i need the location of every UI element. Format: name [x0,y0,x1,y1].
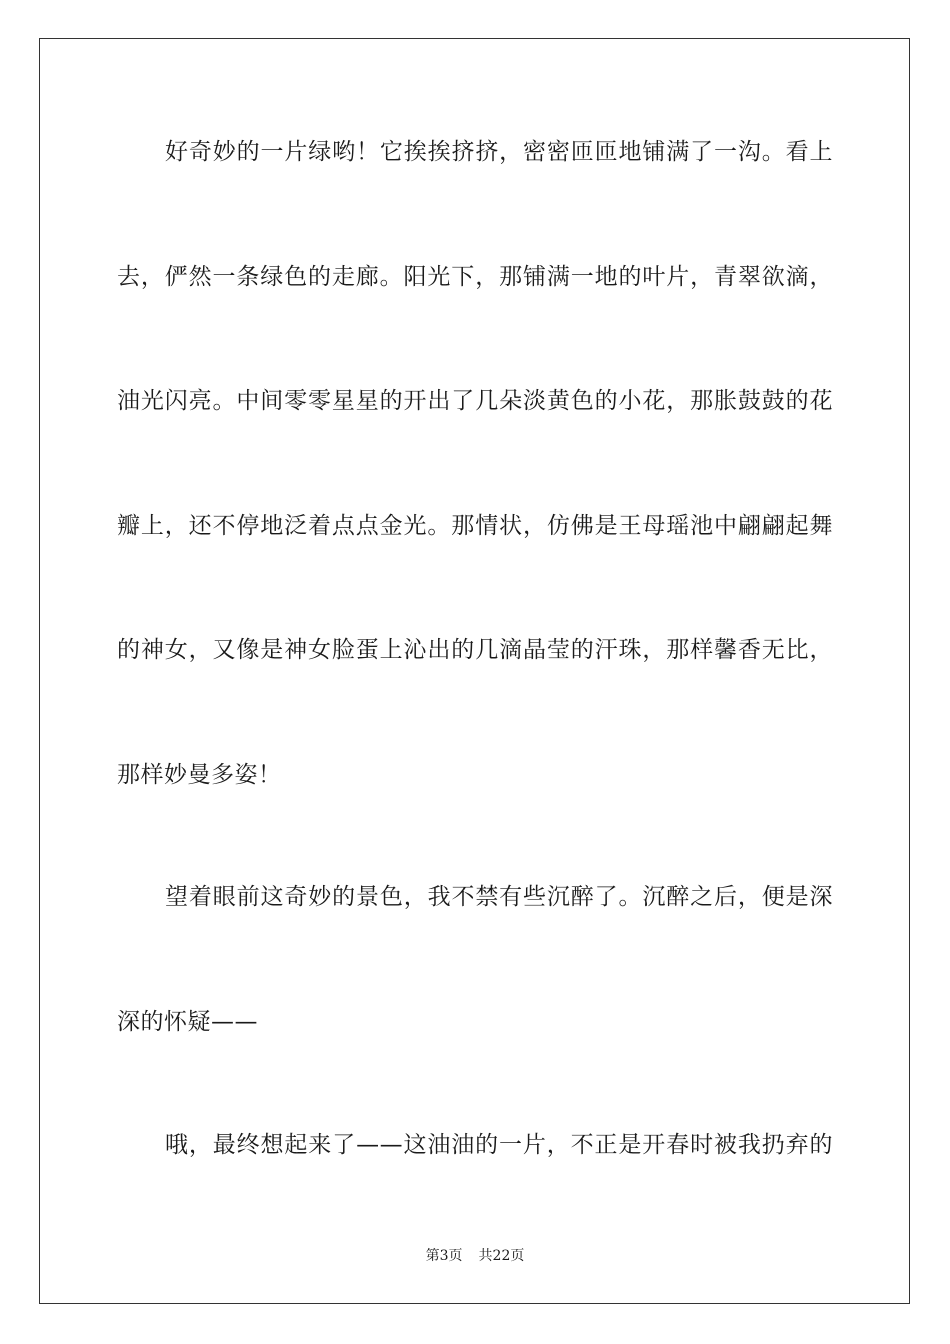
paragraph-1-line-1: 好奇妙的一片绿哟！它挨挨挤挤，密密匝匝地铺满了一沟。看上 [165,139,833,165]
paragraph-3-line-1: 哦，最终想起来了——这油油的一片，不正是开春时被我扔弃的 [165,1132,833,1158]
page-border [39,38,910,1304]
paragraph-1-line-6: 那样妙曼多姿！ [117,762,282,788]
paragraph-1-line-3: 油光闪亮。中间零零星星的开出了几朵淡黄色的小花，那胀鼓鼓的花 [117,388,833,414]
page-total: 共22页 [478,1248,525,1264]
paragraph-2-line-1: 望着眼前这奇妙的景色，我不禁有些沉醉了。沉醉之后，便是深 [165,884,833,910]
paragraph-1-line-2: 去，俨然一条绿色的走廊。阳光下，那铺满一地的叶片，青翠欲滴， [117,264,833,290]
paragraph-1-line-5: 的神女，又像是神女脸蛋上沁出的几滴晶莹的汗珠，那样馨香无比， [117,637,833,663]
page-number: 第3页 [425,1248,463,1264]
paragraph-1-line-4: 瓣上，还不停地泛着点点金光。那情状，仿佛是王母瑶池中翩翩起舞 [117,513,833,539]
paragraph-2-line-2: 深的怀疑—— [117,1009,258,1035]
page-footer [0,1247,950,1265]
